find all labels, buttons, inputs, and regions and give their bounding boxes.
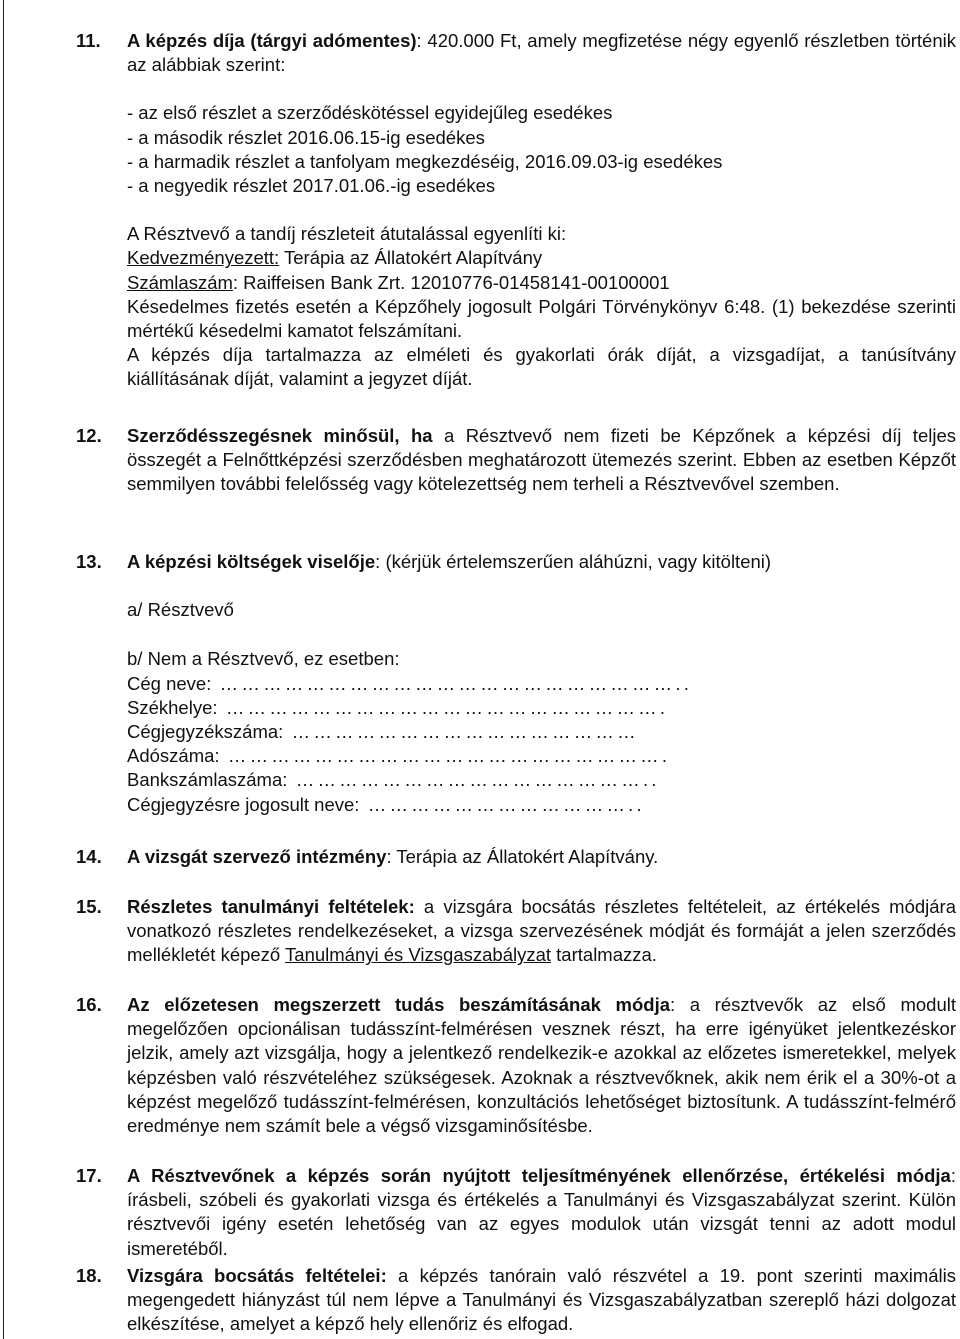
section-instruction: : (kérjük értelemszerűen aláhúzni, vagy kitölteni) [375, 551, 772, 572]
field-label: Cég neve: [127, 672, 212, 694]
fill-in-dots[interactable]: ……………………………….. [359, 793, 645, 815]
section-body [127, 993, 956, 1138]
account-number [127, 271, 956, 295]
section-text: a képzés tanórain való részvétel a 19. pont szerinti maximális megengedett hiányzást túl nem lépve a Tanulmányi és Vizsgaszabályzatban szereplő házi dolgozat elkészítése, amelyet a képző hely ellenőriz és elfogad. [127, 1265, 957, 1335]
section-title: Vizsgára bocsátás feltételei: [127, 1265, 387, 1286]
option-a: a/ Résztvevő [127, 599, 234, 621]
account-value: : Raiffeisen Bank Zrt. 12010776-01458141-00100001 [232, 271, 670, 293]
section-number: 18. [76, 1265, 102, 1286]
section-number: 17. [76, 1165, 102, 1186]
section-body [127, 550, 956, 817]
section-title: Szerződésszegésnek minősül, ha [127, 425, 433, 446]
section-text: a Résztvevő nem fizeti be Képzőnek a képzési díj teljes összegét a Felnőttképzési szerződésben meghatározott ütemezés szerint. Ebben az esetben Képzőt semmilyen további felelősség vagy kötelezettség nem terheli a Résztvevővel szemben. [127, 425, 956, 495]
section-body [127, 1164, 956, 1261]
section-number: 12. [76, 425, 102, 446]
fill-in-dots[interactable]: ………………………………………… [283, 721, 639, 743]
field-authorized-signatory [127, 793, 956, 817]
section-number: 16. [76, 994, 102, 1015]
section-number: 15. [76, 896, 102, 917]
section-title: Az előzetesen megszerzett tudás beszámításának módja [127, 994, 670, 1015]
section-heading [127, 550, 956, 574]
field-label: Adószáma: [127, 745, 220, 767]
section-number: 14. [76, 846, 102, 867]
section-body [127, 845, 956, 869]
fee-includes-text: A képzés díja tartalmazza az elméleti és gyakorlati órák díját, a vizsgadíjat, a tanúsítvány kiállításának díját, valamint a jegyzet díját. [127, 344, 956, 390]
fee-text: : 420.000 Ft, amely megfizetése négy egyenlő részletben történik az alábbiak szerint: [127, 30, 956, 76]
field-bank-account [127, 768, 956, 792]
fill-in-dots[interactable]: ……………………………………………………….. [211, 672, 693, 694]
section-text: : írásbeli, szóbeli és gyakorlati vizsga és értékelés a Tanulmányi és Vizsgaszabályzat szerint. Külön résztvevői igény esetén lehetőség van az egyes modulok után vizsgát tenni az adott modul ismeretéből. [127, 1165, 956, 1259]
installment-item: - a harmadik részlet a tanfolyam megkezdéséig, 2016.09.03-ig esedékes [127, 150, 723, 172]
field-label: Bankszámlaszáma: [127, 769, 288, 791]
section-title: Részletes tanulmányi feltételek: [127, 896, 415, 917]
section-number: 11. [76, 30, 101, 51]
section-title: A képzés díja (tárgyi adómentes) [127, 30, 417, 51]
regulation-reference: Tanulmányi és Vizsgaszabályzat [285, 944, 552, 966]
section-text: a vizsgára bocsátás részletes feltételeit, az értékelés módjára vonatkozó részletes rendelkezéseket, a vizsga szervezésének módját és formáját a jelen szerződés mellékletét képező [127, 896, 956, 966]
fill-in-dots[interactable]: ……………………………………………………. [217, 696, 669, 718]
field-company-name [127, 672, 956, 696]
beneficiary [127, 246, 956, 270]
section-tail: tartalmazza. [551, 944, 657, 966]
field-tax-number [127, 744, 956, 768]
section-text: : Terápia az Állatokért Alapítvány. [386, 846, 659, 867]
field-registration-number [127, 720, 956, 744]
installment-item: - a második részlet 2016.06.15-ig esedékes [127, 126, 485, 148]
fill-in-dots[interactable]: ……………………………………………………. [219, 745, 671, 767]
section-text: : a résztvevők az első modult megelőzően opcionálisan tudásszínt-felmérésen vesznek részt, ha erre igényüket jelentkezéskor jelzik, amely azt vizsgálja, hogy a jelentkező rendelkezik-e azokkal az előzetes ismeretekkel, melyek képzésben való részvételéhez szükségesek. Azoknak a résztvevőknek, akik nem érik el a 30%-ot a képzést megelőző tudásszínt-felmérésen, konzultációs lehetőséget biztosítunk. A tudásszínt-felmérő eredménye nem számít bele a végső vizsgaminősítésbe. [127, 994, 956, 1137]
beneficiary-value: Terápia az Állatokért Alapítvány [279, 247, 543, 269]
left-margin-line [3, 0, 4, 1339]
section-body [127, 895, 956, 968]
field-label: Cégjegyzésre jogosult neve: [127, 793, 360, 815]
transfer-intro: A Résztvevő a tandíj részleteit átutalással egyenlíti ki: [127, 223, 567, 245]
field-label: Cégjegyzékszáma: [127, 721, 284, 743]
late-payment-text: Késedelmes fizetés esetén a Képzőhely jogosult Polgári Törvénykönyv 6:48. (1) bekezdése szerinti mértékű késedelmi kamatot felszámítani. [127, 295, 956, 342]
section-body [127, 1264, 956, 1337]
beneficiary-label: Kedvezményezett: [127, 247, 280, 269]
account-label: Számlaszám [127, 271, 233, 293]
fee-paragraph [127, 29, 956, 77]
section-title: A képzési költségek viselője [127, 551, 376, 572]
section-body [127, 424, 956, 497]
installment-item: - a negyedik részlet 2017.01.06.-ig esedékes [127, 175, 496, 197]
section-body [127, 29, 956, 392]
field-label: Székhelye: [127, 696, 218, 718]
section-title: A vizsgát szervező intézmény [127, 846, 387, 867]
field-headquarters [127, 696, 956, 720]
section-title: A Résztvevőnek a képzés során nyújtott teljesítményének ellenőrzése, értékelési módja [127, 1165, 951, 1186]
fill-in-dots[interactable]: ………………………………………….. [287, 769, 660, 791]
installment-item: - az első részlet a szerződéskötéssel egyidejűleg esedékes [127, 102, 613, 124]
section-number: 13. [76, 551, 102, 572]
option-b: b/ Nem a Résztvevő, ez esetben: [127, 648, 400, 670]
